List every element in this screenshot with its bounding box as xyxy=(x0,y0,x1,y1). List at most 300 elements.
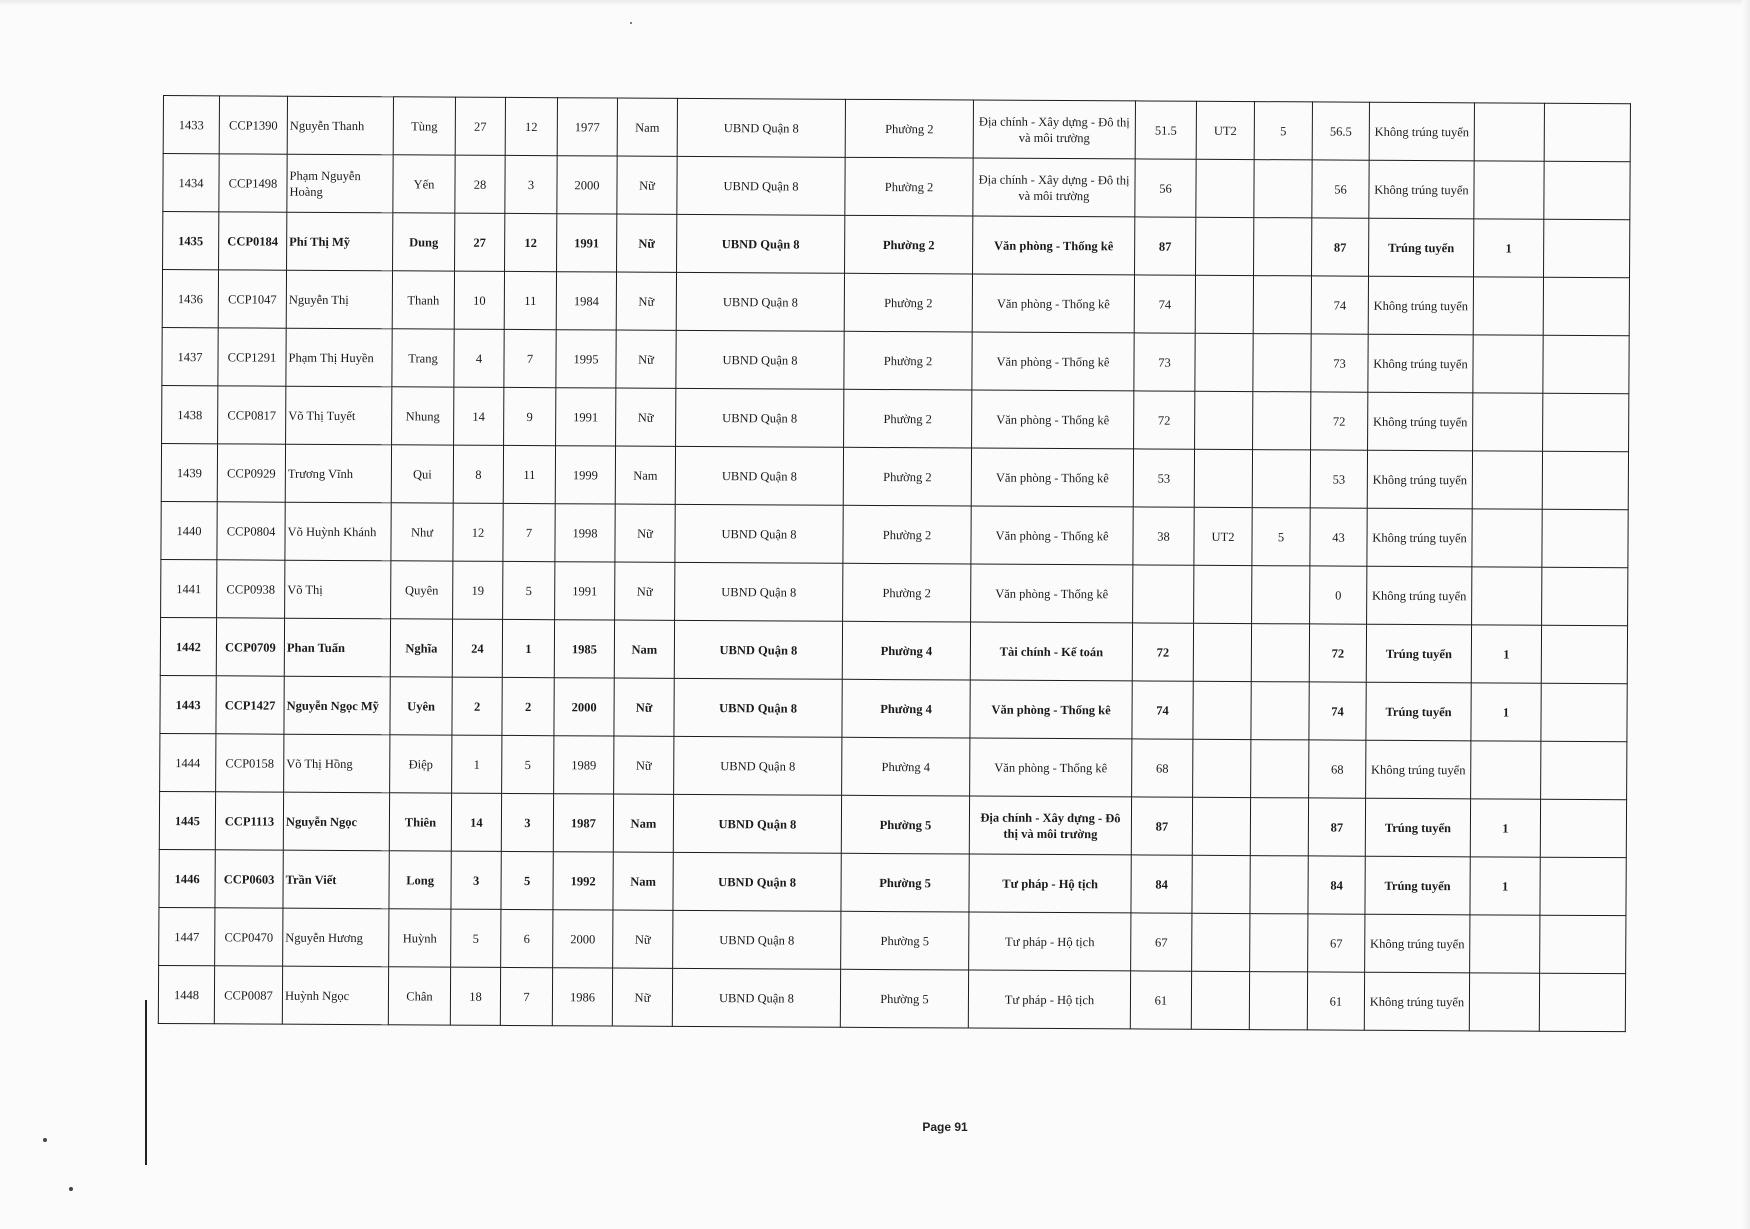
registration-code-cell: CCP0470 xyxy=(215,908,283,966)
result-cell: Trúng tuyển xyxy=(1366,624,1471,683)
birth-year-cell: 1984 xyxy=(556,272,616,330)
candidate-number-cell: 1445 xyxy=(159,791,215,849)
priority-points-cell xyxy=(1252,566,1310,624)
blank-cell xyxy=(1540,915,1626,973)
birth-month-cell: 3 xyxy=(505,155,557,213)
gender-cell: Nam xyxy=(613,852,673,910)
agency-cell: UBND Quận 8 xyxy=(674,736,842,795)
total-score-cell: 43 xyxy=(1310,508,1367,566)
result-cell: Không trúng tuyển xyxy=(1367,450,1472,509)
priority-category-cell xyxy=(1194,565,1252,623)
registration-code-cell: CCP0817 xyxy=(218,386,286,444)
surname-middle-name-cell: Võ Thị xyxy=(285,560,391,619)
candidate-number-cell: 1444 xyxy=(160,733,216,791)
position-cell: Văn phòng - Thống kê xyxy=(972,274,1134,333)
candidate-number-cell: 1447 xyxy=(159,907,215,965)
priority-points-cell xyxy=(1251,624,1309,682)
score-cell: 56 xyxy=(1135,159,1196,217)
blank-cell xyxy=(1541,741,1627,799)
birth-month-cell: 12 xyxy=(505,97,557,155)
registration-code-cell: CCP0603 xyxy=(215,850,283,908)
registration-code-cell: CCP1390 xyxy=(219,96,287,154)
total-score-cell: 0 xyxy=(1310,566,1367,624)
table-row xyxy=(162,270,1629,336)
agency-cell: UBND Quận 8 xyxy=(677,156,845,215)
ward-cell: Phường 5 xyxy=(841,853,969,912)
birth-day-cell: 10 xyxy=(454,271,504,329)
gender-cell: Nam xyxy=(614,620,674,678)
priority-category-cell: UT2 xyxy=(1194,507,1252,565)
result-cell: Không trúng tuyển xyxy=(1369,160,1474,219)
candidate-number-cell: 1441 xyxy=(161,559,217,617)
surname-middle-name-cell: Trương Vĩnh xyxy=(285,444,391,503)
table-row xyxy=(158,965,1625,1031)
registration-code-cell: CCP1113 xyxy=(215,792,283,850)
birth-year-cell: 1991 xyxy=(556,388,616,446)
total-score-cell: 72 xyxy=(1311,392,1368,450)
blank-cell xyxy=(1544,103,1630,161)
birth-year-cell: 1991 xyxy=(557,214,617,272)
given-name-cell: Như xyxy=(391,503,453,561)
priority-points-cell xyxy=(1253,276,1311,334)
gender-cell: Nữ xyxy=(616,272,676,330)
birth-day-cell: 14 xyxy=(454,387,504,445)
ward-cell: Phường 2 xyxy=(845,157,973,216)
registration-code-cell: CCP1291 xyxy=(218,328,286,386)
position-cell: Tư pháp - Hộ tịch xyxy=(968,970,1130,1029)
table-row xyxy=(161,443,1628,509)
blank-cell xyxy=(1543,393,1629,451)
score-cell: 87 xyxy=(1131,797,1192,855)
candidate-number-cell: 1439 xyxy=(161,443,217,501)
score-cell: 72 xyxy=(1132,623,1193,681)
score-cell: 68 xyxy=(1132,739,1193,797)
result-cell: Không trúng tuyển xyxy=(1368,276,1473,335)
position-cell: Địa chính - Xây dựng - Đô thị và môi trường xyxy=(973,158,1135,217)
gender-cell: Nữ xyxy=(612,968,672,1026)
priority-category-cell: UT2 xyxy=(1196,101,1254,159)
result-cell: Không trúng tuyển xyxy=(1366,740,1471,799)
stray-dot xyxy=(630,22,632,24)
quota-cell xyxy=(1473,335,1543,393)
position-cell: Văn phòng - Thống kê xyxy=(971,448,1133,507)
score-cell: 38 xyxy=(1133,507,1194,565)
priority-points-cell xyxy=(1250,798,1308,856)
gender-cell: Nam xyxy=(613,794,673,852)
given-name-cell: Thiên xyxy=(389,793,451,851)
total-score-cell: 73 xyxy=(1311,334,1368,392)
registration-code-cell: CCP0929 xyxy=(217,444,285,502)
ward-cell: Phường 2 xyxy=(844,389,972,448)
position-cell: Văn phòng - Thống kê xyxy=(972,332,1134,391)
birth-year-cell: 2000 xyxy=(553,910,613,968)
birth-month-cell: 11 xyxy=(503,445,555,503)
blank-cell xyxy=(1544,161,1630,219)
agency-cell: UBND Quận 8 xyxy=(672,968,840,1027)
priority-points-cell xyxy=(1254,160,1312,218)
position-cell: Địa chính - Xây dựng - Đô thị và môi trường xyxy=(969,796,1131,855)
birth-year-cell: 1991 xyxy=(555,562,615,620)
gender-cell: Nam xyxy=(617,98,677,156)
surname-middle-name-cell: Phạm Nguyễn Hoàng xyxy=(287,154,393,213)
priority-points-cell xyxy=(1250,914,1308,972)
agency-cell: UBND Quận 8 xyxy=(677,214,845,273)
priority-category-cell xyxy=(1192,855,1250,913)
quota-cell: 1 xyxy=(1471,625,1541,683)
priority-category-cell xyxy=(1194,449,1252,507)
birth-day-cell: 27 xyxy=(455,97,505,155)
position-cell: Tư pháp - Hộ tịch xyxy=(969,854,1131,913)
birth-year-cell: 1986 xyxy=(552,968,612,1026)
table-row xyxy=(161,501,1628,567)
surname-middle-name-cell: Phan Tuấn xyxy=(284,618,390,677)
score-cell: 87 xyxy=(1135,217,1196,275)
total-score-cell: 87 xyxy=(1312,218,1369,276)
birth-day-cell: 3 xyxy=(451,851,501,909)
priority-points-cell xyxy=(1253,392,1311,450)
birth-day-cell: 24 xyxy=(452,619,502,677)
table-row xyxy=(162,327,1629,393)
surname-middle-name-cell: Trần Viết xyxy=(283,850,389,909)
registration-code-cell: CCP0709 xyxy=(216,618,284,676)
birth-year-cell: 1977 xyxy=(557,98,617,156)
blank-cell xyxy=(1543,277,1629,335)
score-cell xyxy=(1133,565,1194,623)
table-row xyxy=(163,96,1630,162)
ward-cell: Phường 2 xyxy=(843,563,971,622)
score-cell: 73 xyxy=(1134,333,1195,391)
birth-day-cell: 14 xyxy=(451,793,501,851)
blank-cell xyxy=(1541,683,1627,741)
priority-category-cell xyxy=(1193,739,1251,797)
priority-category-cell xyxy=(1195,275,1253,333)
result-cell: Không trúng tuyển xyxy=(1368,392,1473,451)
page-number: Page 91 xyxy=(922,1120,968,1134)
gender-cell: Nữ xyxy=(614,736,674,794)
results-table xyxy=(158,95,1631,1032)
priority-category-cell xyxy=(1196,159,1254,217)
agency-cell: UBND Quận 8 xyxy=(675,504,843,563)
position-cell: Văn phòng - Thống kê xyxy=(973,216,1135,275)
blank-cell xyxy=(1540,799,1626,857)
table-row xyxy=(160,733,1627,799)
registration-code-cell: CCP0087 xyxy=(214,966,282,1024)
given-name-cell: Nhung xyxy=(392,387,454,445)
birth-year-cell: 2000 xyxy=(554,678,614,736)
scan-edge-right xyxy=(1742,0,1750,1229)
total-score-cell: 67 xyxy=(1308,914,1365,972)
agency-cell: UBND Quận 8 xyxy=(673,852,841,911)
total-score-cell: 56.5 xyxy=(1312,102,1369,160)
position-cell: Tài chính - Kế toán xyxy=(970,622,1132,681)
registration-code-cell: CCP1427 xyxy=(216,676,284,734)
birth-year-cell: 1985 xyxy=(554,620,614,678)
result-cell: Không trúng tuyển xyxy=(1368,334,1473,393)
given-name-cell: Tùng xyxy=(393,97,455,155)
birth-day-cell: 1 xyxy=(452,735,502,793)
priority-points-cell: 5 xyxy=(1252,508,1310,566)
priority-category-cell xyxy=(1193,623,1251,681)
priority-category-cell xyxy=(1195,391,1253,449)
given-name-cell: Trang xyxy=(392,329,454,387)
gender-cell: Nữ xyxy=(616,388,676,446)
quota-cell xyxy=(1472,509,1542,567)
birth-month-cell: 5 xyxy=(501,851,553,909)
quota-cell: 1 xyxy=(1471,683,1541,741)
gender-cell: Nữ xyxy=(613,910,673,968)
table-row xyxy=(160,675,1627,741)
priority-points-cell xyxy=(1254,218,1312,276)
birth-month-cell: 3 xyxy=(501,793,553,851)
gender-cell: Nữ xyxy=(614,678,674,736)
surname-middle-name-cell: Nguyễn Thanh xyxy=(287,96,393,155)
candidate-number-cell: 1436 xyxy=(162,270,218,328)
birth-day-cell: 12 xyxy=(453,503,503,561)
birth-day-cell: 27 xyxy=(455,213,505,271)
registration-code-cell: CCP0184 xyxy=(219,212,287,270)
candidate-number-cell: 1437 xyxy=(162,327,218,385)
birth-year-cell: 2000 xyxy=(557,156,617,214)
binder-line xyxy=(145,1000,147,1165)
agency-cell: UBND Quận 8 xyxy=(675,446,843,505)
table-row xyxy=(161,559,1628,625)
score-cell: 61 xyxy=(1130,971,1191,1029)
blank-cell xyxy=(1541,625,1627,683)
priority-category-cell xyxy=(1192,913,1250,971)
birth-month-cell: 7 xyxy=(504,329,556,387)
quota-cell xyxy=(1472,567,1542,625)
gender-cell: Nữ xyxy=(617,156,677,214)
result-cell: Không trúng tuyển xyxy=(1369,102,1474,161)
agency-cell: UBND Quận 8 xyxy=(673,910,841,969)
quota-cell: 1 xyxy=(1470,857,1540,915)
result-cell: Không trúng tuyển xyxy=(1367,566,1472,625)
result-cell: Trúng tuyển xyxy=(1369,218,1474,277)
birth-month-cell: 9 xyxy=(504,387,556,445)
birth-day-cell: 2 xyxy=(452,677,502,735)
given-name-cell: Long xyxy=(389,851,451,909)
total-score-cell: 87 xyxy=(1308,798,1365,856)
birth-year-cell: 1998 xyxy=(555,504,615,562)
candidate-number-cell: 1446 xyxy=(159,849,215,907)
birth-day-cell: 28 xyxy=(455,155,505,213)
position-cell: Văn phòng - Thống kê xyxy=(972,390,1134,449)
score-cell: 67 xyxy=(1131,913,1192,971)
candidate-number-cell: 1440 xyxy=(161,501,217,559)
priority-points-cell xyxy=(1249,972,1307,1030)
birth-year-cell: 1987 xyxy=(553,794,613,852)
ward-cell: Phường 4 xyxy=(842,737,970,796)
quota-cell xyxy=(1472,451,1542,509)
gender-cell: Nữ xyxy=(615,504,675,562)
table-row xyxy=(159,849,1626,915)
blank-cell xyxy=(1542,451,1628,509)
surname-middle-name-cell: Nguyễn Ngọc xyxy=(283,792,389,851)
quota-cell xyxy=(1474,161,1544,219)
priority-category-cell xyxy=(1192,797,1250,855)
quota-cell xyxy=(1474,103,1544,161)
total-score-cell: 74 xyxy=(1309,682,1366,740)
total-score-cell: 72 xyxy=(1309,624,1366,682)
table-body xyxy=(158,96,1630,1032)
given-name-cell: Chân xyxy=(388,967,450,1025)
table-row xyxy=(163,212,1630,278)
result-cell: Trúng tuyển xyxy=(1366,682,1471,741)
ward-cell: Phường 5 xyxy=(841,911,969,970)
agency-cell: UBND Quận 8 xyxy=(676,330,844,389)
candidate-number-cell: 1448 xyxy=(158,965,214,1023)
given-name-cell: Qui xyxy=(391,445,453,503)
agency-cell: UBND Quận 8 xyxy=(675,562,843,621)
blank-cell xyxy=(1543,335,1629,393)
birth-month-cell: 2 xyxy=(502,677,554,735)
blank-cell xyxy=(1542,509,1628,567)
table-row xyxy=(159,907,1626,973)
ward-cell: Phường 2 xyxy=(845,215,973,274)
punch-hole-mark xyxy=(43,1138,47,1142)
given-name-cell: Thanh xyxy=(392,271,454,329)
blank-cell xyxy=(1539,973,1625,1031)
given-name-cell: Yến xyxy=(393,155,455,213)
gender-cell: Nam xyxy=(615,446,675,504)
registration-code-cell: CCP0158 xyxy=(216,734,284,792)
surname-middle-name-cell: Huỳnh Ngọc xyxy=(282,966,388,1025)
priority-points-cell xyxy=(1251,682,1309,740)
quota-cell xyxy=(1469,973,1539,1031)
agency-cell: UBND Quận 8 xyxy=(674,620,842,679)
ward-cell: Phường 2 xyxy=(844,331,972,390)
priority-category-cell xyxy=(1195,333,1253,391)
birth-month-cell: 6 xyxy=(501,909,553,967)
gender-cell: Nữ xyxy=(616,330,676,388)
birth-month-cell: 5 xyxy=(503,561,555,619)
total-score-cell: 53 xyxy=(1310,450,1367,508)
birth-day-cell: 4 xyxy=(454,329,504,387)
score-cell: 74 xyxy=(1132,681,1193,739)
agency-cell: UBND Quận 8 xyxy=(674,678,842,737)
ward-cell: Phường 4 xyxy=(842,621,970,680)
priority-points-cell xyxy=(1251,740,1309,798)
surname-middle-name-cell: Phạm Thị Huyền xyxy=(286,328,392,387)
birth-month-cell: 12 xyxy=(505,213,557,271)
score-cell: 74 xyxy=(1134,275,1195,333)
quota-cell xyxy=(1473,277,1543,335)
registration-code-cell: CCP0938 xyxy=(217,560,285,618)
given-name-cell: Nghĩa xyxy=(390,619,452,677)
gender-cell: Nữ xyxy=(615,562,675,620)
blank-cell xyxy=(1544,219,1630,277)
agency-cell: UBND Quận 8 xyxy=(673,794,841,853)
birth-month-cell: 7 xyxy=(500,967,552,1025)
candidate-number-cell: 1442 xyxy=(160,617,216,675)
table-row xyxy=(159,791,1626,857)
score-cell: 72 xyxy=(1134,391,1195,449)
birth-year-cell: 1999 xyxy=(555,446,615,504)
priority-category-cell xyxy=(1191,971,1249,1029)
total-score-cell: 74 xyxy=(1311,276,1368,334)
priority-category-cell xyxy=(1196,217,1254,275)
birth-day-cell: 8 xyxy=(453,445,503,503)
ward-cell: Phường 2 xyxy=(843,447,971,506)
given-name-cell: Quyên xyxy=(391,561,453,619)
candidate-number-cell: 1434 xyxy=(163,154,219,212)
birth-month-cell: 11 xyxy=(504,271,556,329)
blank-cell xyxy=(1540,857,1626,915)
position-cell: Tư pháp - Hộ tịch xyxy=(969,912,1131,971)
ward-cell: Phường 4 xyxy=(842,679,970,738)
birth-day-cell: 19 xyxy=(453,561,503,619)
ward-cell: Phường 2 xyxy=(845,99,973,158)
result-cell: Trúng tuyển xyxy=(1365,856,1470,915)
result-cell: Không trúng tuyển xyxy=(1365,914,1470,973)
birth-day-cell: 5 xyxy=(451,909,501,967)
priority-points-cell xyxy=(1253,334,1311,392)
ward-cell: Phường 2 xyxy=(843,505,971,564)
surname-middle-name-cell: Võ Thị Tuyết xyxy=(286,386,392,445)
score-cell: 84 xyxy=(1131,855,1192,913)
result-cell: Không trúng tuyển xyxy=(1364,972,1469,1031)
candidate-number-cell: 1438 xyxy=(162,385,218,443)
birth-year-cell: 1995 xyxy=(556,330,616,388)
total-score-cell: 84 xyxy=(1308,856,1365,914)
priority-points-cell xyxy=(1252,450,1310,508)
result-cell: Trúng tuyển xyxy=(1365,798,1470,857)
quota-cell xyxy=(1470,915,1540,973)
birth-month-cell: 7 xyxy=(503,503,555,561)
result-cell: Không trúng tuyển xyxy=(1367,508,1472,567)
total-score-cell: 68 xyxy=(1309,740,1366,798)
position-cell: Văn phòng - Thống kê xyxy=(971,564,1133,623)
quota-cell: 1 xyxy=(1474,219,1544,277)
table-row xyxy=(163,154,1630,220)
given-name-cell: Dung xyxy=(393,213,455,271)
gender-cell: Nữ xyxy=(617,214,677,272)
registration-code-cell: CCP0804 xyxy=(217,502,285,560)
birth-year-cell: 1992 xyxy=(553,852,613,910)
priority-points-cell: 5 xyxy=(1254,102,1312,160)
candidate-number-cell: 1443 xyxy=(160,675,216,733)
agency-cell: UBND Quận 8 xyxy=(676,388,844,447)
agency-cell: UBND Quận 8 xyxy=(677,98,845,157)
priority-category-cell xyxy=(1193,681,1251,739)
surname-middle-name-cell: Phí Thị Mỹ xyxy=(287,212,393,271)
registration-code-cell: CCP1047 xyxy=(218,270,286,328)
position-cell: Văn phòng - Thống kê xyxy=(970,680,1132,739)
registration-code-cell: CCP1498 xyxy=(219,154,287,212)
score-cell: 51.5 xyxy=(1135,101,1196,159)
given-name-cell: Huỳnh xyxy=(389,909,451,967)
table-row xyxy=(162,385,1629,451)
agency-cell: UBND Quận 8 xyxy=(676,272,844,331)
surname-middle-name-cell: Võ Thị Hồng xyxy=(284,734,390,793)
total-score-cell: 56 xyxy=(1312,160,1369,218)
candidate-number-cell: 1433 xyxy=(163,96,219,154)
surname-middle-name-cell: Võ Huỳnh Khánh xyxy=(285,502,391,561)
position-cell: Văn phòng - Thống kê xyxy=(970,738,1132,797)
priority-points-cell xyxy=(1250,856,1308,914)
quota-cell: 1 xyxy=(1470,799,1540,857)
given-name-cell: Uyên xyxy=(390,677,452,735)
ward-cell: Phường 5 xyxy=(840,969,968,1028)
scan-edge-top xyxy=(0,0,1750,6)
ward-cell: Phường 2 xyxy=(844,273,972,332)
birth-month-cell: 1 xyxy=(502,619,554,677)
quota-cell xyxy=(1471,741,1541,799)
surname-middle-name-cell: Nguyễn Ngọc Mỹ xyxy=(284,676,390,735)
birth-month-cell: 5 xyxy=(502,735,554,793)
ward-cell: Phường 5 xyxy=(841,795,969,854)
position-cell: Địa chính - Xây dựng - Đô thị và môi trường xyxy=(973,100,1135,159)
